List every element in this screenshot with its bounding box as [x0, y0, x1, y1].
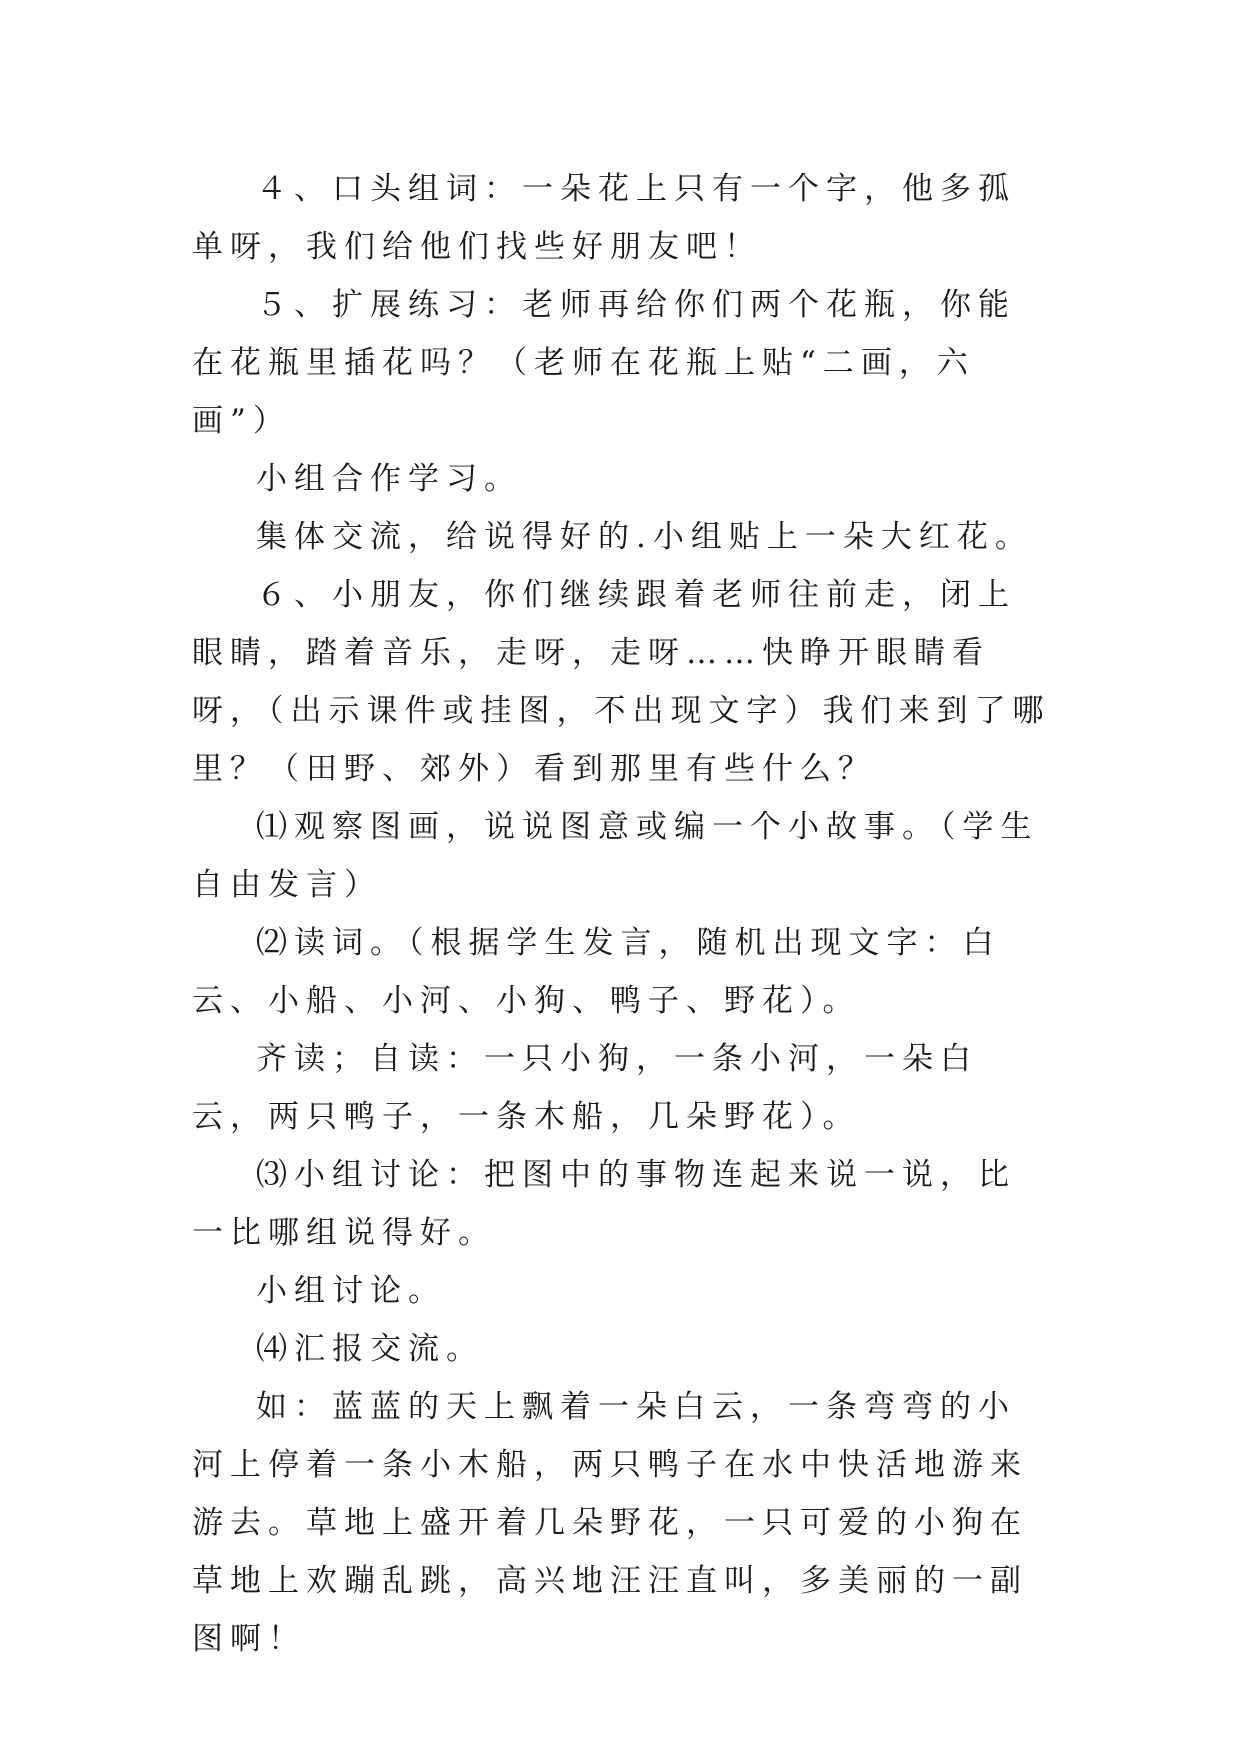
paragraph-observe-picture: ⑴观察图画，说说图意或编一个小故事。（学生自由发言） — [192, 809, 1039, 903]
paragraph-oral-word-building: ４、口头组词：一朵花上只有一个字，他多孤单呀，我们给他们找些好朋友吧！ — [192, 171, 1016, 265]
paragraph-group-discussion-task: ⑶小组讨论：把图中的事物连起来说一说，比一比哪组说得好。 — [192, 1157, 1016, 1251]
paragraph-walk-with-teacher: ６、小朋友，你们继续跟着老师往前走，闭上眼睛，踏着音乐，走呀，走呀……快睁开眼睛看呀，（出示课件或挂图，不出现文字）我们来到了哪里？（田野、郊外）看到那里有些什么？ — [192, 577, 1051, 787]
paragraph-group-discussion: 小组讨论。 — [256, 1273, 446, 1309]
paragraph-group-study: 小组合作学习。 — [256, 461, 522, 497]
paragraph-report-exchange: ⑷汇报交流。 — [256, 1331, 484, 1367]
paragraph-example: 如：蓝蓝的天上飘着一朵白云，一条弯弯的小河上停着一条小木船，两只鸭子在水中快活地游来游去。草地上盛开着几朵野花，一只可爱的小狗在草地上欢蹦乱跳，高兴地汪汪直叫，多美丽的一副图啊！ — [192, 1389, 1028, 1657]
paragraph-read-aloud: 齐读；自读：一只小狗，一条小河，一朵白云，两只鸭子，一条木船，几朵野花）。 — [192, 1041, 978, 1135]
document-body — [192, 160, 1052, 1668]
paragraph-class-exchange: 集体交流，给说得好的.小组贴上一朵大红花。 — [256, 519, 1033, 555]
paragraph-read-words: ⑵读词。（根据学生发言，随机出现文字：白云、小船、小河、小狗、鸭子、野花）。 — [192, 925, 1001, 1019]
paragraph-extension-exercise: ５、扩展练习：老师再给你们两个花瓶，你能在花瓶里插花吗？（老师在花瓶上贴“二画，六画”） — [192, 287, 1016, 439]
